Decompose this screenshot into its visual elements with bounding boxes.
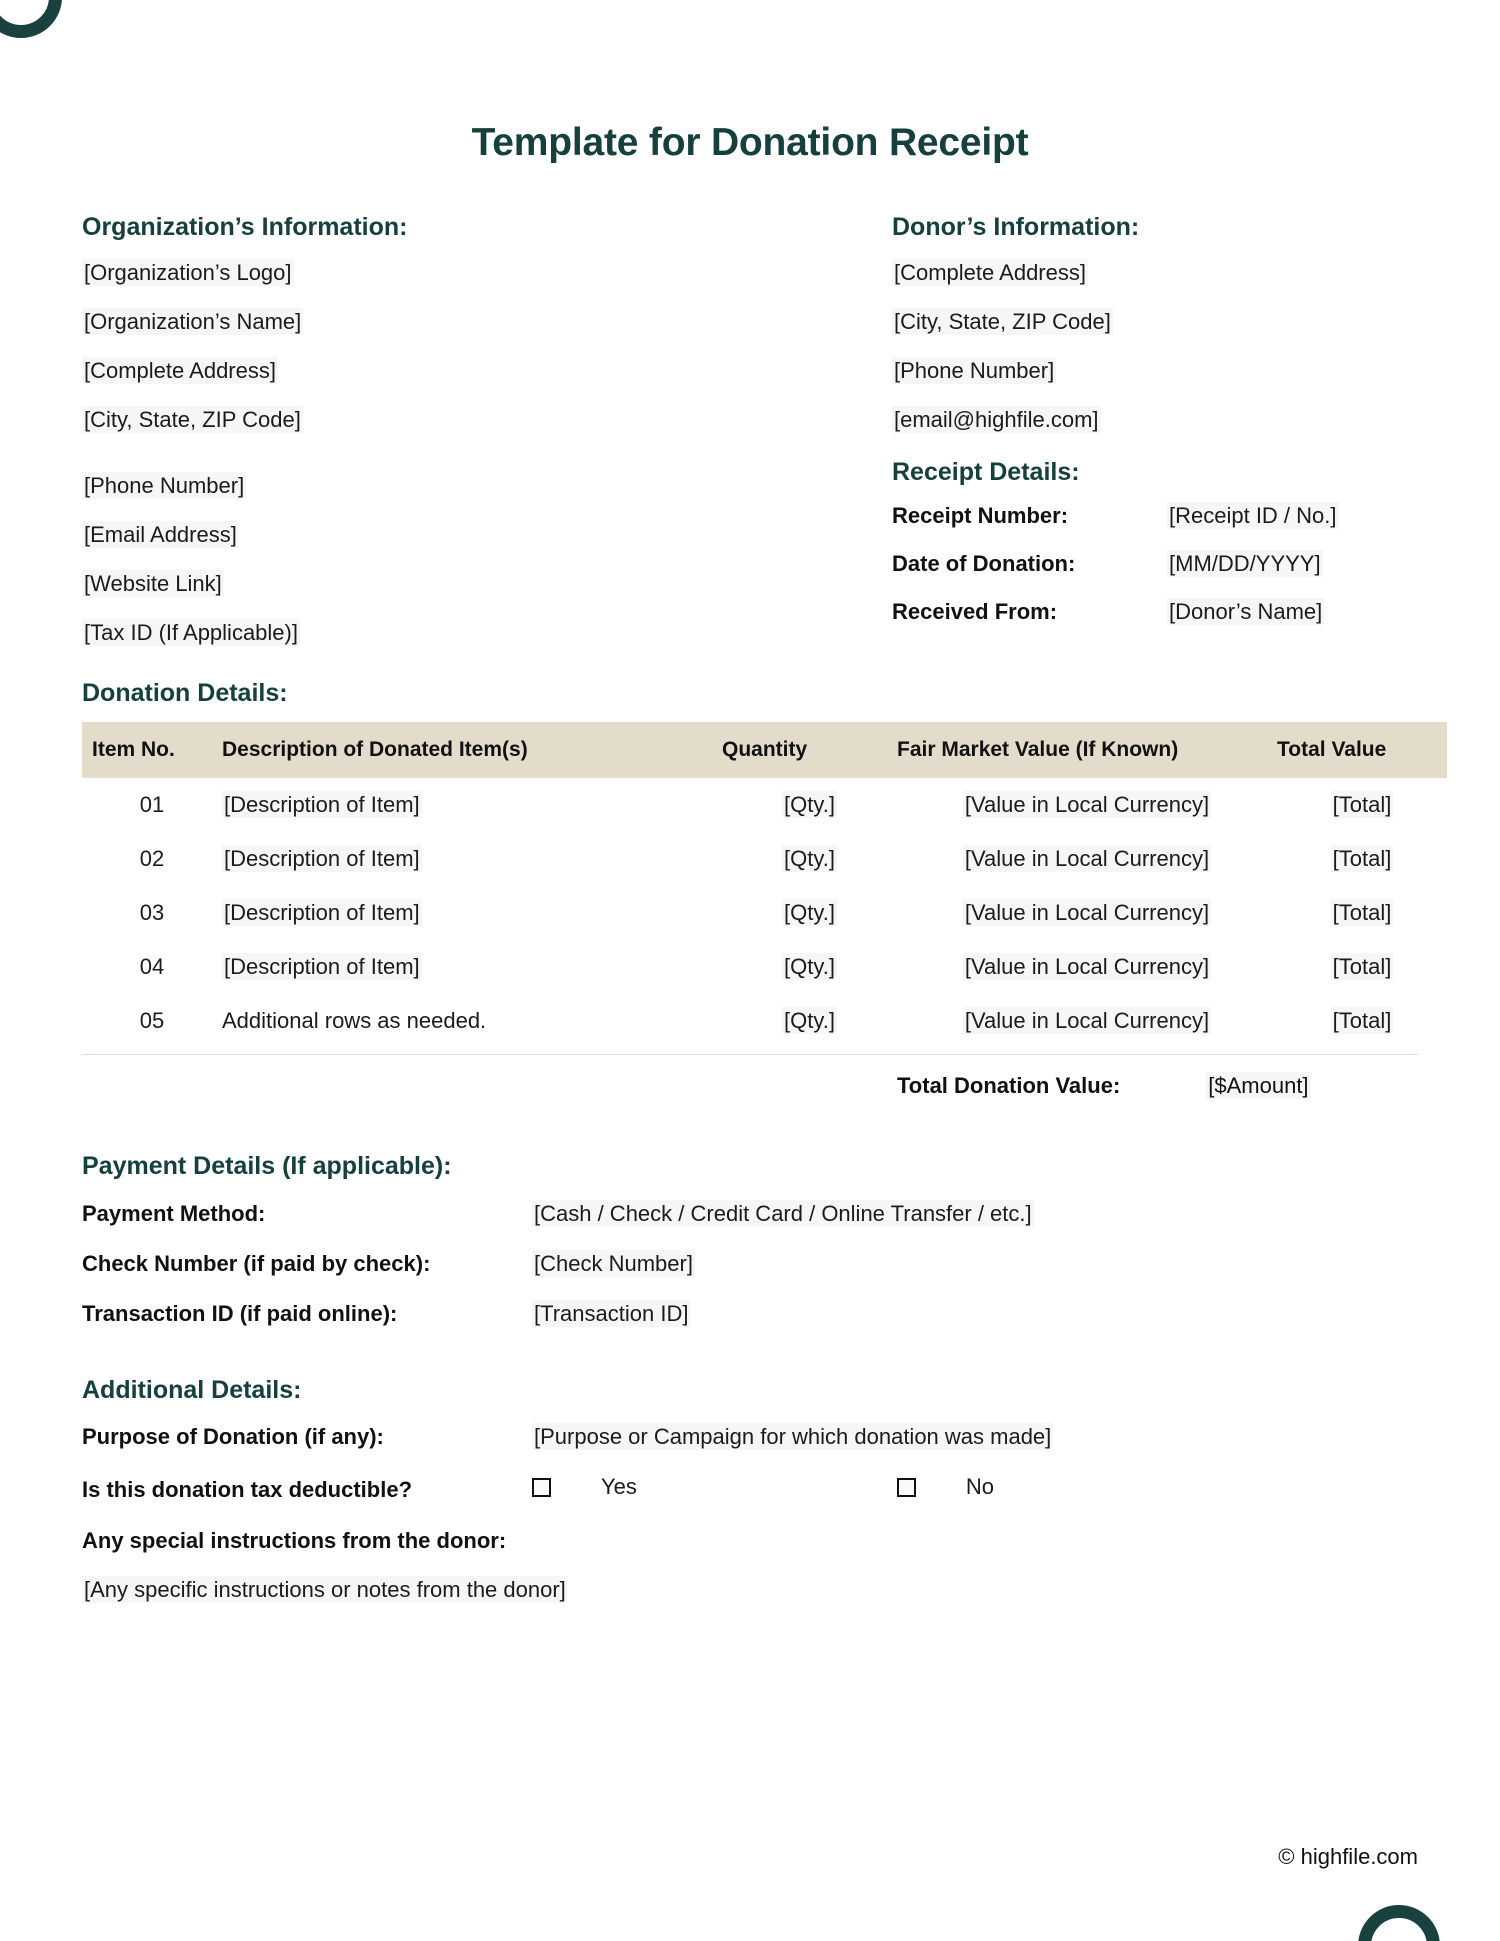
donor-field-city — [892, 308, 1418, 334]
column-header-description: Description of Donated Item(s) — [222, 722, 722, 778]
donation-table-body — [82, 778, 1447, 1048]
table-header-row — [82, 722, 1447, 778]
donation-table-head — [82, 722, 1447, 778]
total-donation-row — [82, 1075, 1418, 1097]
date-of-donation-row — [892, 553, 1418, 575]
received-from-label: Received From: — [892, 599, 1058, 624]
table-row — [82, 778, 1447, 832]
organization-logo-placeholder[interactable]: [Organization’s Logo] — [84, 259, 292, 285]
row-description-placeholder[interactable]: [Description of Item] — [224, 954, 420, 979]
date-of-donation-placeholder[interactable]: [MM/DD/YYYY] — [1169, 551, 1321, 576]
row-quantity-placeholder[interactable]: [Qty.] — [784, 900, 835, 925]
organization-address-placeholder[interactable]: [Complete Address] — [84, 357, 276, 383]
checkbox-icon[interactable] — [897, 1478, 916, 1497]
check-number-value — [532, 1250, 695, 1276]
donation-details-section — [82, 680, 1418, 1098]
row-total-placeholder[interactable]: [Total] — [1332, 1008, 1392, 1033]
payment-method-row — [82, 1200, 1418, 1226]
donor-field-phone — [892, 357, 1418, 383]
row-description — [222, 832, 722, 886]
row-fair-market-value — [897, 778, 1277, 832]
table-row — [82, 886, 1447, 940]
row-item-no: 02 — [139, 846, 165, 871]
page-title: Template for Donation Receipt — [471, 121, 1029, 164]
row-fair-market-value — [897, 832, 1277, 886]
organization-city-placeholder[interactable]: [City, State, ZIP Code] — [84, 406, 301, 432]
organization-email-placeholder[interactable]: [Email Address] — [84, 521, 237, 547]
tax-deductible-no-label: No — [965, 1474, 995, 1499]
row-quantity — [722, 994, 897, 1048]
transaction-id-placeholder[interactable]: [Transaction ID] — [534, 1300, 689, 1326]
organization-name-placeholder[interactable]: [Organization’s Name] — [84, 308, 302, 334]
donor-heading: Donor’s Information: — [892, 213, 1140, 241]
row-quantity-placeholder[interactable]: [Qty.] — [784, 846, 835, 871]
row-item-no: 03 — [139, 900, 165, 925]
organization-field-logo — [82, 259, 892, 285]
check-number-row — [82, 1250, 1418, 1276]
special-instructions-placeholder[interactable]: [Any specific instructions or notes from the donor] — [84, 1576, 566, 1602]
donation-items-table — [82, 722, 1447, 1048]
organization-website-placeholder[interactable]: [Website Link] — [84, 570, 222, 596]
table-row — [82, 940, 1447, 994]
row-description[interactable]: Additional rows as needed. — [222, 1008, 487, 1033]
received-from-placeholder[interactable]: [Donor’s Name] — [1169, 599, 1323, 624]
tax-deductible-row — [82, 1476, 1418, 1501]
purpose-of-donation-row — [82, 1426, 1418, 1448]
table-bottom-divider — [82, 1054, 1418, 1055]
donor-city-placeholder[interactable]: [City, State, ZIP Code] — [894, 308, 1111, 334]
row-fmv-placeholder[interactable]: [Value in Local Currency] — [964, 900, 1210, 925]
payment-method-placeholder[interactable]: [Cash / Check / Credit Card / Online Transfer / etc.] — [534, 1200, 1032, 1226]
organization-field-website — [82, 570, 892, 596]
row-total-value — [1277, 940, 1447, 994]
row-quantity-placeholder[interactable]: [Qty.] — [784, 1008, 835, 1033]
row-description-placeholder[interactable]: [Description of Item] — [224, 846, 420, 871]
check-number-placeholder[interactable]: [Check Number] — [534, 1250, 693, 1276]
check-number-label: Check Number (if paid by check): — [82, 1250, 431, 1276]
donor-column — [892, 214, 1418, 644]
row-description-placeholder[interactable]: [Description of Item] — [224, 900, 420, 925]
organization-heading: Organization’s Information: — [82, 213, 408, 241]
row-total-value — [1277, 778, 1447, 832]
purpose-of-donation-label: Purpose of Donation (if any): — [82, 1424, 384, 1449]
transaction-id-row — [82, 1300, 1418, 1326]
row-description — [222, 778, 722, 832]
donor-field-address — [892, 259, 1418, 285]
row-description — [222, 886, 722, 940]
purpose-of-donation-value — [532, 1426, 1053, 1448]
additional-details-heading: Additional Details: — [82, 1375, 302, 1404]
row-total-placeholder[interactable]: [Total] — [1332, 792, 1392, 817]
row-fair-market-value — [897, 940, 1277, 994]
row-description-placeholder[interactable]: [Description of Item] — [224, 792, 420, 817]
column-header-total-value: Total Value — [1277, 722, 1447, 778]
receipt-details-heading: Receipt Details: — [892, 457, 1080, 486]
payment-method-value — [532, 1200, 1034, 1226]
information-section — [82, 214, 1418, 644]
row-description — [222, 940, 722, 994]
row-quantity — [722, 778, 897, 832]
row-total-value — [1277, 886, 1447, 940]
row-total-value — [1277, 994, 1447, 1048]
receipt-number-placeholder[interactable]: [Receipt ID / No.] — [1169, 503, 1337, 528]
payment-method-label: Payment Method: — [82, 1200, 266, 1226]
row-fair-market-value — [897, 994, 1277, 1048]
total-donation-placeholder[interactable]: [$Amount] — [1208, 1073, 1309, 1098]
transaction-id-value — [532, 1300, 690, 1326]
row-total-placeholder[interactable]: [Total] — [1332, 954, 1392, 979]
footer-copyright: © highfile.com — [1278, 1844, 1418, 1869]
organization-column — [82, 214, 892, 644]
donor-email-placeholder[interactable]: [email@highfile.com] — [894, 406, 1099, 432]
row-total-value — [1277, 832, 1447, 886]
receipt-number-label: Receipt Number: — [892, 503, 1069, 528]
row-quantity-placeholder[interactable]: [Qty.] — [784, 792, 835, 817]
total-donation-value — [1206, 1075, 1310, 1097]
table-row — [82, 994, 1447, 1048]
receipt-number-value — [1167, 505, 1339, 527]
tax-deductible-no-option[interactable] — [897, 1476, 994, 1498]
tax-deductible-yes-label: Yes — [601, 1474, 637, 1499]
row-item-no: 05 — [139, 1008, 165, 1033]
additional-details-section — [82, 1377, 1418, 1601]
organization-field-city — [82, 406, 892, 432]
organization-taxid-placeholder[interactable]: [Tax ID (If Applicable)] — [84, 619, 298, 645]
row-total-placeholder[interactable]: [Total] — [1332, 846, 1392, 871]
row-quantity-placeholder[interactable]: [Qty.] — [784, 954, 835, 979]
total-donation-label: Total Donation Value: — [897, 1073, 1121, 1098]
row-quantity — [722, 940, 897, 994]
received-from-value — [1167, 601, 1324, 623]
organization-field-taxid — [82, 619, 892, 645]
transaction-id-label: Transaction ID (if paid online): — [82, 1300, 398, 1326]
tax-deductible-label: Is this donation tax deductible? — [82, 1476, 413, 1502]
receipt-number-row — [892, 505, 1418, 527]
donor-field-email — [892, 406, 1418, 432]
payment-details-section — [82, 1153, 1418, 1325]
special-instructions-label: Any special instructions from the donor: — [82, 1527, 507, 1553]
organization-phone-placeholder[interactable]: [Phone Number] — [84, 472, 245, 498]
row-total-placeholder[interactable]: [Total] — [1332, 900, 1392, 925]
organization-field-email — [82, 521, 892, 547]
row-fmv-placeholder[interactable]: [Value in Local Currency] — [964, 1008, 1210, 1033]
checkbox-icon[interactable] — [532, 1478, 551, 1497]
purpose-of-donation-placeholder[interactable]: [Purpose or Campaign for which donation was made] — [534, 1424, 1052, 1449]
table-row — [82, 832, 1447, 886]
row-quantity — [722, 832, 897, 886]
brand-circle-icon — [1358, 1905, 1440, 1941]
organization-field-phone — [82, 472, 892, 498]
row-fair-market-value — [897, 886, 1277, 940]
row-fmv-placeholder[interactable]: [Value in Local Currency] — [964, 954, 1210, 979]
organization-field-address — [82, 357, 892, 383]
row-quantity — [722, 886, 897, 940]
column-header-quantity: Quantity — [722, 722, 897, 778]
row-item-no: 01 — [139, 792, 165, 817]
column-header-item-no: Item No. — [82, 722, 222, 778]
column-header-fair-market-value: Fair Market Value (If Known) — [897, 722, 1277, 778]
donor-phone-placeholder[interactable]: [Phone Number] — [894, 357, 1055, 383]
row-fmv-placeholder[interactable]: [Value in Local Currency] — [964, 792, 1210, 817]
date-of-donation-value — [1167, 553, 1323, 575]
row-item-no: 04 — [139, 954, 165, 979]
received-from-row — [892, 601, 1418, 623]
organization-field-name — [82, 308, 892, 334]
donation-details-heading: Donation Details: — [82, 678, 288, 707]
row-fmv-placeholder[interactable]: [Value in Local Currency] — [964, 846, 1210, 871]
donor-address-placeholder[interactable]: [Complete Address] — [894, 259, 1086, 285]
date-of-donation-label: Date of Donation: — [892, 551, 1076, 576]
special-instructions-value — [82, 1576, 1418, 1602]
payment-details-heading: Payment Details (If applicable): — [82, 1152, 452, 1180]
tax-deductible-yes-option[interactable] — [532, 1476, 637, 1498]
